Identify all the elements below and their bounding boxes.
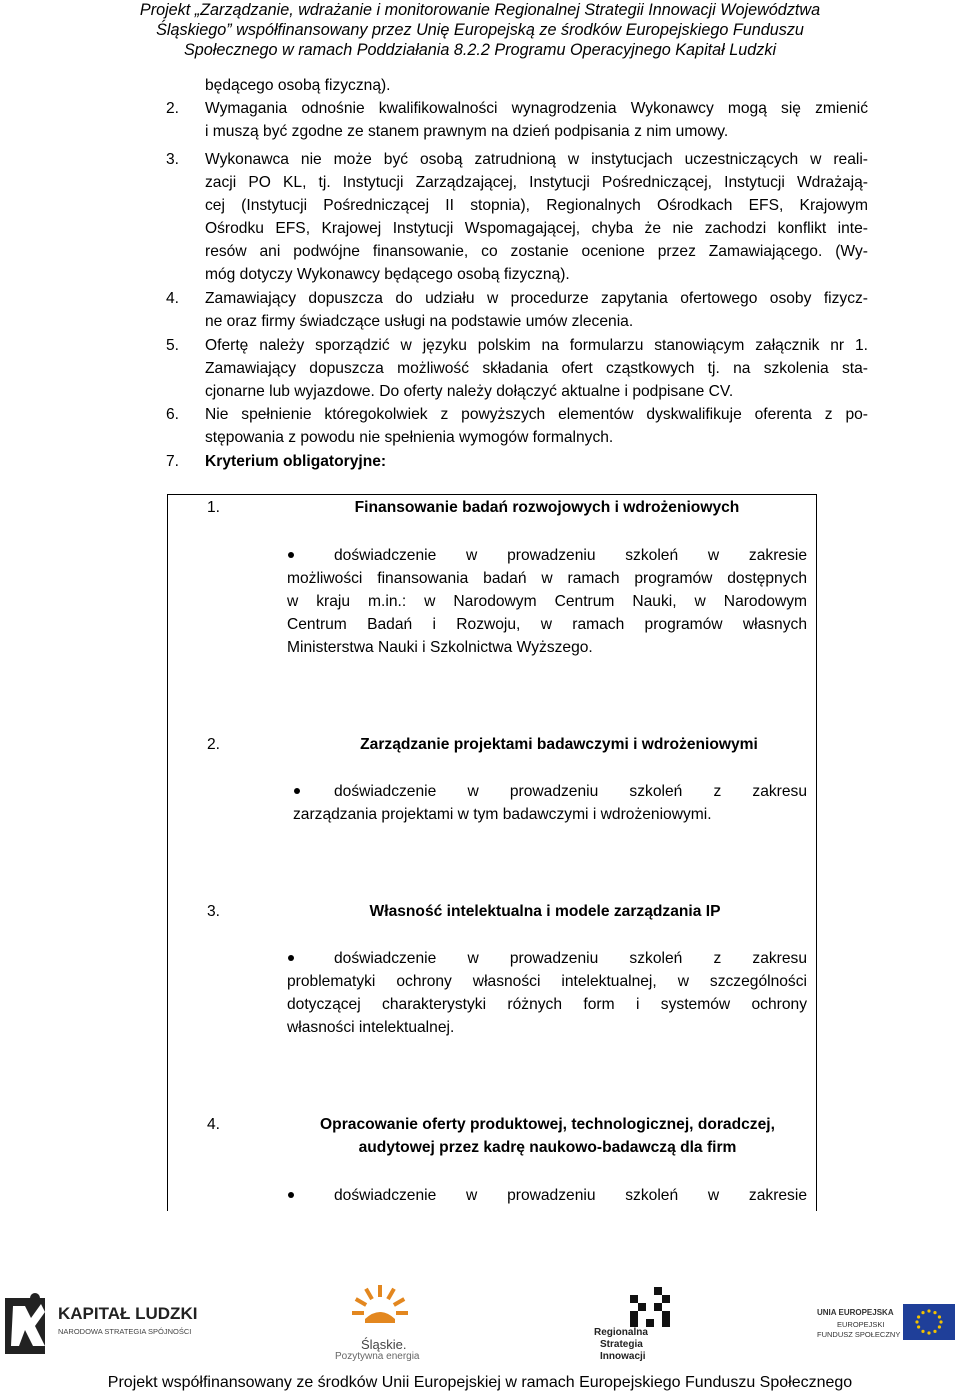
criterion-2-title: Zarządzanie projektami badawczymi i wdrożeniowymi	[360, 736, 758, 753]
requirement-5-number: 5.	[166, 337, 180, 354]
criterion-4-number: 4.	[207, 1116, 221, 1133]
slaskie-slogan: Pozytywna energia	[335, 1351, 420, 1362]
slaskie-name: Śląskie.	[361, 1337, 407, 1352]
criterion-1-line-2: możliwości finansowania badań w ramach programów dostępnych	[287, 570, 807, 587]
requirement-2-line-1: Wymagania odnośnie kwalifikowalności wynagrodzenia Wykonawcy mogą się zmienić	[205, 100, 868, 117]
bullet-icon	[288, 1192, 294, 1198]
requirement-5-line-1: Ofertę należy sporządzić w języku polskim na formularzu stanowiącym załącznik nr 1.	[205, 337, 868, 354]
requirement-3-line-4: Ośrodku EFS, Krajowej Instytucji Wspomagającej, chyba że nie zachodzi konflikt inte-	[205, 220, 868, 237]
requirement-2-number: 2.	[166, 100, 180, 117]
requirement-5-line-3: cjonarne lub wyjazdowe. Do oferty należy dołączyć aktualne i podpisane CV.	[205, 383, 734, 400]
requirement-3-number: 3.	[166, 151, 180, 168]
rsi-line-3: Innowacji	[600, 1351, 646, 1362]
logo-rsi	[590, 1285, 660, 1365]
header-line-2: Śląskiego” współfinansowany przez Unię Europejską ze środków Europejskiego Funduszu	[156, 21, 804, 39]
requirement-3-line-3: cej (Instytucji Pośredniczącej II stopnia), Regionalnych Ośrodkach EFS, Krajowym	[205, 197, 868, 214]
requirement-4-line-1: Zamawiający dopuszcza do udziału w procedurze zapytania ofertowego osoby fizycz-	[205, 290, 868, 307]
requirement-4-number: 4.	[166, 290, 180, 307]
criterion-1-title: Finansowanie badań rozwojowych i wdrożeniowych	[354, 499, 740, 516]
requirement-7-number: 7.	[166, 453, 180, 470]
page-header	[0, 0, 960, 60]
page-footer: Projekt współfinansowany ze środków Unii Europejskiej w ramach Europejskiego Funduszu Społecznego	[107, 1374, 853, 1391]
criterion-4-title-line-1: Opracowanie oferty produktowej, technologicznej, doradczej,	[320, 1116, 775, 1133]
criterion-4-line-1: doświadczenie w prowadzeniu szkoleń w zakresie	[334, 1187, 807, 1204]
requirement-6-line-2: stępowania z powodu nie spełnienia wymogów formalnych.	[205, 429, 614, 446]
requirement-continuation: będącego osobą fizyczną).	[205, 77, 391, 94]
kapital-ludzki-emblem-icon	[5, 1292, 53, 1358]
header-line-1: Projekt „Zarządzanie, wdrażanie i monitorowanie Regionalnej Strategii Innowacji Województwa	[139, 1, 821, 19]
criterion-1-line-3: w kraju m.in.: w Narodowym Centrum Nauki, w Narodowym	[287, 593, 807, 610]
logo-kapital-ludzki	[5, 1290, 205, 1360]
eu-flag-icon	[903, 1304, 955, 1340]
criterion-3-title: Własność intelektualna i modele zarządzania IP	[369, 903, 721, 920]
criterion-3-number: 3.	[207, 903, 221, 920]
requirement-3-line-5: resów ani podwójne finansowanie, co zostanie ocenione przez Zamawiającego. (Wy-	[205, 243, 868, 260]
ue-line-3: FUNDUSZ SPOŁECZNY	[817, 1330, 901, 1339]
requirement-4-line-2: ne oraz firmy świadczące usługi na podstawie umów zlecenia.	[205, 313, 634, 330]
requirement-3-line-2: zacji PO KL, tj. Instytucji Zarządzającej, Instytucji Pośredniczącej, Instytucji Wdrażają-	[205, 174, 868, 191]
kapital-ludzki-subtitle: NARODOWA STRATEGIA SPÓJNOŚCI	[58, 1327, 192, 1336]
rsi-line-1: Regionalna	[594, 1327, 648, 1338]
requirement-7-line-1: Kryterium obligatoryjne:	[205, 453, 387, 470]
criterion-1-number: 1.	[207, 499, 221, 516]
bullet-icon	[294, 788, 300, 794]
requirement-5-line-2: Zamawiający dopuszcza możliwość składania ofert cząstkowych tj. na szkolenia sta-	[205, 360, 868, 377]
rsi-pixel-icon	[630, 1287, 674, 1331]
criterion-1-line-4: Centrum Badań i Rozwoju, w ramach programów własnych	[287, 616, 807, 633]
criterion-3-line-4: własności intelektualnej.	[287, 1019, 455, 1036]
logo-slaskie	[325, 1283, 435, 1363]
criterion-3-line-3: dotyczącej charakterystyki różnych form i systemów ochrony	[287, 996, 807, 1013]
requirement-3-line-6: móg dotyczy Wykonawcy będącego osobą fizyczną).	[205, 266, 570, 283]
criterion-3-line-1: doświadczenie w prowadzeniu szkoleń z zakresu	[334, 950, 807, 967]
criterion-2-number: 2.	[207, 736, 221, 753]
criterion-1-line-5: Ministerstwa Nauki i Szkolnictwa Wyższego.	[287, 639, 593, 656]
requirement-2-line-2: i muszą być zgodne ze stanem prawnym na dzień podpisania z nim umowy.	[205, 123, 729, 140]
logo-unia-europejska	[815, 1300, 955, 1360]
bullet-icon	[288, 552, 294, 558]
criterion-4-title-line-2: audytowej przez kadrę naukowo-badawczą dla firm	[358, 1139, 737, 1156]
rsi-line-2: Strategia	[600, 1339, 643, 1350]
criterion-1-line-1: doświadczenie w prowadzeniu szkoleń w zakresie	[334, 547, 807, 564]
kapital-ludzki-title: KAPITAŁ LUDZKI	[58, 1304, 198, 1323]
header-line-3: Społecznego w ramach Poddziałania 8.2.2 Programu Operacyjnego Kapitał Ludzki	[183, 41, 777, 59]
ue-line-1: UNIA EUROPEJSKA	[817, 1308, 894, 1317]
requirement-6-number: 6.	[166, 406, 180, 423]
bullet-icon	[288, 955, 294, 961]
criterion-2-line-2: zarządzania projektami w tym badawczymi i wdrożeniowymi.	[293, 806, 712, 823]
requirement-3-line-1: Wykonawca nie może być osobą zatrudnioną w instytucjach uczestniczących w reali-	[205, 151, 868, 168]
criterion-3-line-2: problematyki ochrony własności intelektualnej, w szczególności	[287, 973, 807, 990]
slaskie-sun-icon	[345, 1283, 415, 1333]
ue-line-2: EUROPEJSKI	[837, 1320, 885, 1329]
requirement-6-line-1: Nie spełnienie któregokolwiek z powyższych elementów dyskwalifikuje oferenta z po-	[205, 406, 868, 423]
criterion-2-line-1: doświadczenie w prowadzeniu szkoleń z zakresu	[334, 783, 807, 800]
